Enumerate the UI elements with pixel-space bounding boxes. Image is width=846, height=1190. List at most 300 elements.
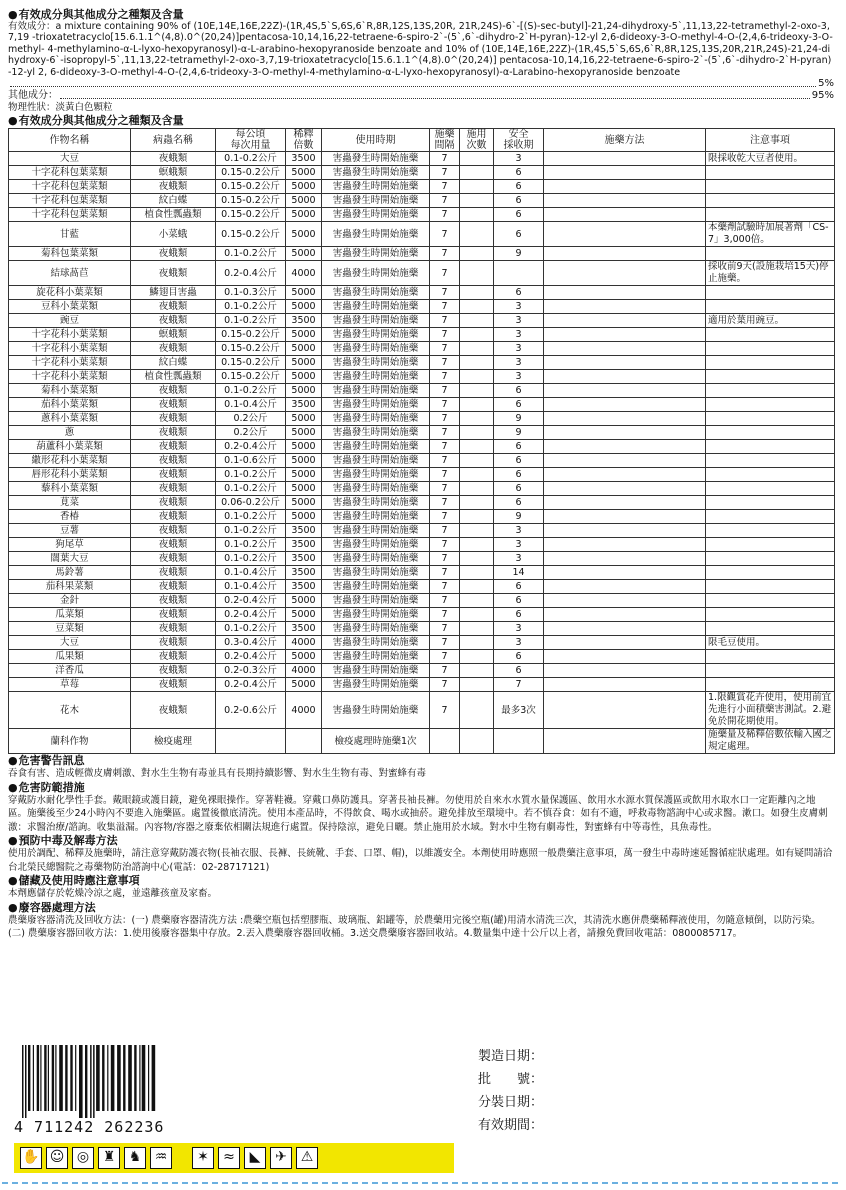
table-row — [9, 412, 835, 426]
table-cell — [460, 510, 494, 524]
table-cell: 害蟲發生時開始施藥 — [322, 222, 430, 247]
section-title: ● 廢容器處理方法 — [8, 901, 834, 914]
table-cell: 7 — [430, 552, 460, 566]
safety-pictograms — [14, 1143, 454, 1173]
table-cell: 0.2-0.3公斤 — [216, 664, 286, 678]
barcode-bar — [70, 1045, 72, 1111]
table-cell — [544, 342, 706, 356]
table-cell: 0.2-0.6公斤 — [216, 692, 286, 729]
table-cell — [460, 222, 494, 247]
table-cell: 7 — [494, 678, 544, 692]
table-cell: 豆薯 — [9, 524, 131, 538]
table-cell — [460, 314, 494, 328]
table-cell: 6 — [494, 166, 544, 180]
barcode-bar — [90, 1045, 92, 1119]
table-cell: 本藥劑試驗時加展著劑「CS-7」3,000倍。 — [706, 222, 835, 247]
usage-table-body — [9, 152, 835, 754]
table-cell — [460, 692, 494, 729]
table-cell: 14 — [494, 566, 544, 580]
table-cell: 害蟲發生時開始施藥 — [322, 566, 430, 580]
table-row — [9, 594, 835, 608]
table-cell — [460, 166, 494, 180]
table-cell: 螟蛾類 — [131, 166, 216, 180]
table-cell: 6 — [494, 664, 544, 678]
table-cell: 6 — [494, 650, 544, 664]
table-cell — [460, 426, 494, 440]
spray-icon: ✶ — [192, 1147, 214, 1169]
table-cell: 9 — [494, 510, 544, 524]
table-cell — [706, 608, 835, 622]
table-cell: 3 — [494, 328, 544, 342]
table-cell — [706, 510, 835, 524]
table-cell — [460, 538, 494, 552]
barcode-number: 4 711242 262236 — [14, 1118, 182, 1136]
table-cell: 0.1-0.2公斤 — [216, 468, 286, 482]
table-cell: 夜蛾類 — [131, 454, 216, 468]
table-cell — [544, 314, 706, 328]
table-cell: 0.3-0.4公斤 — [216, 636, 286, 650]
barcode-bar — [85, 1045, 87, 1119]
table-row — [9, 524, 835, 538]
table-cell: 適用於葉用豌豆。 — [706, 314, 835, 328]
table-cell: 害蟲發生時開始施藥 — [322, 664, 430, 678]
usage-title: ● 有效成分與其他成分之種類及含量 — [8, 114, 834, 127]
table-cell — [706, 664, 835, 678]
table-cell: 十字花科小葉菜類 — [9, 356, 131, 370]
mfg-date: 製造日期： — [478, 1049, 544, 1064]
table-row — [9, 692, 835, 729]
table-cell: 害蟲發生時開始施藥 — [322, 510, 430, 524]
active-pct-line — [8, 78, 834, 90]
section-text: 吞食有害、造成輕微皮膚刺激、對水生生物有毒並具有長期持續影響、對水生生物有毒、對蜜蜂有毒 — [8, 768, 427, 780]
table-cell: 十字花科小葉菜類 — [9, 342, 131, 356]
table-cell: 5000 — [286, 482, 322, 496]
table-cell: 3 — [494, 524, 544, 538]
table-cell: 害蟲發生時開始施藥 — [322, 482, 430, 496]
table-cell: 7 — [430, 180, 460, 194]
table-cell: 6 — [494, 384, 544, 398]
table-cell — [544, 622, 706, 636]
table-cell: 害蟲發生時開始施藥 — [322, 496, 430, 510]
table-cell — [544, 166, 706, 180]
active-pct: 5% — [818, 78, 834, 90]
table-row — [9, 510, 835, 524]
table-cell — [706, 594, 835, 608]
table-cell: 夜蛾類 — [131, 496, 216, 510]
table-cell — [706, 440, 835, 454]
table-cell: 6 — [494, 194, 544, 208]
table-cell: 0.1-0.2公斤 — [216, 538, 286, 552]
table-cell — [706, 328, 835, 342]
table-cell — [544, 398, 706, 412]
table-cell — [706, 166, 835, 180]
table-cell: 5000 — [286, 412, 322, 426]
table-cell: 夜蛾類 — [131, 261, 216, 286]
table-cell: 夜蛾類 — [131, 566, 216, 580]
table-cell: 狗尾草 — [9, 538, 131, 552]
table-cell — [460, 440, 494, 454]
table-cell — [544, 261, 706, 286]
table-cell — [706, 496, 835, 510]
table-cell: 檢疫處理 — [131, 729, 216, 754]
barcode-bar — [117, 1045, 121, 1111]
table-cell — [706, 566, 835, 580]
table-cell: 大豆 — [9, 152, 131, 166]
table-row — [9, 496, 835, 510]
table-cell: 0.1-0.4公斤 — [216, 398, 286, 412]
table-row — [9, 622, 835, 636]
table-cell: 0.2公斤 — [216, 412, 286, 426]
barcode — [14, 1045, 182, 1137]
table-cell — [706, 650, 835, 664]
table-cell: 5000 — [286, 286, 322, 300]
table-cell — [460, 524, 494, 538]
table-cell — [544, 510, 706, 524]
table-cell — [706, 580, 835, 594]
barcode-bar — [44, 1045, 46, 1111]
table-cell: 0.06-0.2公斤 — [216, 496, 286, 510]
header-cell: 病蟲名稱 — [131, 129, 216, 152]
table-cell: 夜蛾類 — [131, 608, 216, 622]
usage-table — [8, 128, 835, 754]
table-cell — [544, 286, 706, 300]
table-cell: 0.1-0.3公斤 — [216, 286, 286, 300]
table-cell: 夜蛾類 — [131, 300, 216, 314]
table-cell: 4000 — [286, 664, 322, 678]
table-cell — [460, 608, 494, 622]
table-cell: 害蟲發生時開始施藥 — [322, 552, 430, 566]
table-cell: 夜蛾類 — [131, 636, 216, 650]
table-cell: 夜蛾類 — [131, 552, 216, 566]
table-cell: 5000 — [286, 440, 322, 454]
table-cell: 0.1-0.6公斤 — [216, 454, 286, 468]
table-cell: 害蟲發生時開始施藥 — [322, 622, 430, 636]
table-cell: 6 — [494, 222, 544, 247]
section-text: 穿戴防水耐化學性手套。戴眼鏡或護目鏡，避免裸眼操作。穿著鞋襪。穿戴口鼻防護具。穿著長袖長褲。勿使用於自來水水質水量保護區、飲用水水源水質保護區或飲用水取水口一定距離內之地區。施藥後至少24小時內不要進入施藥區。處置後徹底清洗。使用本產品時，不得飲食、喝水或抽菸。避免排放至環境中。若不慎吞食：如有不適，呼救毒物諮詢中心或求醫。漱口。如發生皮膚刺激：求醫治療/諮詢。收集溢漏。內容物/容器之廢棄依相關法規進行處置。保持陰涼，避免日曬。禁止施用於水域。對水中生物有劇毒性，對蜜蜂有中等毒性，具魚毒性。 — [8, 794, 828, 833]
table-cell: 9 — [494, 412, 544, 426]
table-cell: 6 — [494, 286, 544, 300]
table-cell: 0.2-0.4公斤 — [216, 261, 286, 286]
table-cell: 0.15-0.2公斤 — [216, 342, 286, 356]
table-cell: 7 — [430, 328, 460, 342]
table-cell: 害蟲發生時開始施藥 — [322, 412, 430, 426]
table-cell — [544, 608, 706, 622]
table-cell: 7 — [430, 300, 460, 314]
table-cell: 5000 — [286, 208, 322, 222]
table-cell — [544, 692, 706, 729]
table-cell: 3500 — [286, 398, 322, 412]
table-cell: 草莓 — [9, 678, 131, 692]
table-cell — [544, 468, 706, 482]
table-row — [9, 608, 835, 622]
table-cell: 7 — [430, 440, 460, 454]
table-cell — [706, 622, 835, 636]
table-row — [9, 222, 835, 247]
table-cell: 旋花科小葉菜類 — [9, 286, 131, 300]
table-cell: 限採收乾大豆者使用。 — [706, 152, 835, 166]
table-cell — [544, 152, 706, 166]
table-cell: 5000 — [286, 328, 322, 342]
table-cell: 9 — [494, 247, 544, 261]
table-cell: 7 — [430, 384, 460, 398]
table-cell — [706, 356, 835, 370]
table-cell — [544, 194, 706, 208]
table-cell — [494, 729, 544, 754]
table-cell: 結球萵苣 — [9, 261, 131, 286]
pack-date: 分裝日期： — [478, 1095, 544, 1110]
table-cell: 施藥量及稀釋倍數依輸入國之規定處理。 — [706, 729, 835, 754]
table-row — [9, 261, 835, 286]
table-cell — [544, 678, 706, 692]
table-cell — [460, 300, 494, 314]
table-row — [9, 468, 835, 482]
table-cell: 害蟲發生時開始施藥 — [322, 594, 430, 608]
section-title: ● 危害防範措施 — [8, 781, 834, 794]
table-cell: 6 — [494, 594, 544, 608]
table-cell: 夜蛾類 — [131, 247, 216, 261]
glove-icon: ✋ — [20, 1147, 42, 1169]
table-cell — [706, 194, 835, 208]
table-cell: 害蟲發生時開始施藥 — [322, 261, 430, 286]
table-cell — [544, 729, 706, 754]
table-cell: 鱗翅目害蟲 — [131, 286, 216, 300]
table-cell: 唇形花科小葉菜類 — [9, 468, 131, 482]
table-cell: 夜蛾類 — [131, 440, 216, 454]
table-cell: 3 — [494, 152, 544, 166]
table-cell: 十字花科小葉菜類 — [9, 370, 131, 384]
active-ingredient — [8, 21, 834, 78]
table-cell: 3 — [494, 636, 544, 650]
barcode-bar — [107, 1045, 108, 1111]
table-cell — [706, 398, 835, 412]
table-cell — [544, 222, 706, 247]
table-cell: 0.1-0.2公斤 — [216, 300, 286, 314]
table-cell — [544, 552, 706, 566]
barcode-bar — [128, 1045, 132, 1111]
table-cell — [706, 370, 835, 384]
table-cell: 紋白蝶 — [131, 356, 216, 370]
table-row — [9, 398, 835, 412]
barcode-bar — [148, 1045, 149, 1111]
table-cell: 7 — [430, 580, 460, 594]
table-cell — [544, 208, 706, 222]
table-cell — [460, 194, 494, 208]
table-cell: 7 — [430, 426, 460, 440]
table-cell — [706, 524, 835, 538]
table-cell: 大豆 — [9, 636, 131, 650]
barcode-bar — [123, 1045, 125, 1111]
table-cell: 7 — [430, 412, 460, 426]
table-cell: 7 — [430, 468, 460, 482]
table-cell: 害蟲發生時開始施藥 — [322, 636, 430, 650]
table-cell: 0.1-0.2公斤 — [216, 524, 286, 538]
table-cell: 豌豆 — [9, 314, 131, 328]
table-cell — [460, 552, 494, 566]
section-text: 使用於調配、稀釋及施藥時，請注意穿戴防護衣物(長袖衣服、長褲、長統靴、手套、口罩、帽)，以維護安全。本劑使用時應照一般農藥注意事項，萬一發生中毒時速延醫循症狀處理。如有疑問請洽台北榮民總醫院之毒藥物防治諮詢中心(電話：02-28717121) — [8, 848, 833, 873]
header-cell: 每公頃 每次用量 — [216, 129, 286, 152]
table-row — [9, 314, 835, 328]
table-row — [9, 678, 835, 692]
table-cell: 4000 — [286, 692, 322, 729]
table-cell: 5000 — [286, 650, 322, 664]
table-cell: 害蟲發生時開始施藥 — [322, 300, 430, 314]
table-cell: 蔥 — [9, 426, 131, 440]
table-cell — [216, 729, 286, 754]
table-cell — [544, 328, 706, 342]
table-cell: 0.2-0.4公斤 — [216, 440, 286, 454]
table-cell: 7 — [430, 166, 460, 180]
table-cell: 害蟲發生時開始施藥 — [322, 356, 430, 370]
table-cell: 十字花科小葉菜類 — [9, 328, 131, 342]
table-cell: 7 — [430, 496, 460, 510]
table-cell — [460, 356, 494, 370]
cut-line — [0, 1182, 838, 1184]
barcode-bar — [59, 1045, 63, 1111]
hazard-fish-icon: ◣ — [244, 1147, 266, 1169]
barcode-bar — [139, 1045, 140, 1111]
table-cell — [706, 468, 835, 482]
table-cell: 十字花科包葉菜類 — [9, 180, 131, 194]
table-cell: 害蟲發生時開始施藥 — [322, 524, 430, 538]
table-cell: 6 — [494, 454, 544, 468]
table-cell: 7 — [430, 566, 460, 580]
table-cell: 5000 — [286, 468, 322, 482]
table-row — [9, 194, 835, 208]
table-cell: 害蟲發生時開始施藥 — [322, 426, 430, 440]
table-cell: 害蟲發生時開始施藥 — [322, 398, 430, 412]
table-cell: 檢疫處理時施藥1次 — [322, 729, 430, 754]
table-cell: 7 — [430, 482, 460, 496]
table-cell: 6 — [494, 496, 544, 510]
table-cell: 0.1-0.4公斤 — [216, 580, 286, 594]
table-cell: 0.2-0.4公斤 — [216, 608, 286, 622]
table-cell: 3 — [494, 356, 544, 370]
barcode-bar — [52, 1045, 54, 1111]
table-cell: 夜蛾類 — [131, 398, 216, 412]
table-cell: 害蟲發生時開始施藥 — [322, 538, 430, 552]
table-cell: 0.1-0.2公斤 — [216, 622, 286, 636]
hazard-bird-icon: ✈ — [270, 1147, 292, 1169]
table-cell: 0.1-0.2公斤 — [216, 314, 286, 328]
table-cell: 3500 — [286, 566, 322, 580]
table-cell: 0.15-0.2公斤 — [216, 356, 286, 370]
table-cell: 0.1-0.2公斤 — [216, 247, 286, 261]
table-cell: 7 — [430, 650, 460, 664]
table-cell: 0.2-0.4公斤 — [216, 594, 286, 608]
table-cell: 0.1-0.4公斤 — [216, 566, 286, 580]
table-cell: 害蟲發生時開始施藥 — [322, 247, 430, 261]
table-cell — [544, 538, 706, 552]
table-cell: 限毛豆使用。 — [706, 636, 835, 650]
barcode-bar — [22, 1045, 24, 1119]
table-cell — [544, 664, 706, 678]
table-cell: 十字花科包葉菜類 — [9, 208, 131, 222]
table-cell — [706, 286, 835, 300]
table-cell: 7 — [430, 261, 460, 286]
table-cell: 夜蛾類 — [131, 152, 216, 166]
table-cell: 夜蛾類 — [131, 412, 216, 426]
hazard-water-icon: ≈ — [218, 1147, 240, 1169]
date-fields — [478, 1045, 543, 1137]
table-cell: 7 — [430, 608, 460, 622]
table-cell: 夜蛾類 — [131, 524, 216, 538]
barcode-bar — [134, 1045, 136, 1111]
table-cell — [544, 440, 706, 454]
table-cell — [430, 729, 460, 754]
table-cell: 7 — [430, 538, 460, 552]
barcode-bar — [48, 1045, 49, 1111]
table-cell: 夜蛾類 — [131, 342, 216, 356]
section-text: 農藥廢容器清洗及回收方法：(一) 農藥廢容器清洗方法 :農藥空瓶包括塑膠瓶、玻璃瓶、鋁罐等，於農藥用完後空瓶(罐)用清水清洗三次，其清洗水應併農藥稀釋液使用，勿隨意傾倒，以防污染。(二) 農藥廢容器回收方法：1.使用後廢容器集中存放。2.丟入農藥廢容器回收桶。3.送交農藥廢容器回收站。4.數量集中達十公斤以上者，請撥免費回收電話：0800085717。 — [8, 914, 821, 940]
table-cell — [460, 454, 494, 468]
table-cell — [706, 342, 835, 356]
table-cell: 5000 — [286, 342, 322, 356]
table-cell: 3 — [494, 314, 544, 328]
table-cell: 4000 — [286, 636, 322, 650]
table-cell — [460, 468, 494, 482]
table-cell — [544, 370, 706, 384]
table-cell: 5000 — [286, 426, 322, 440]
table-row — [9, 552, 835, 566]
label-page — [8, 8, 834, 941]
table-cell — [706, 552, 835, 566]
table-cell: 夜蛾類 — [131, 594, 216, 608]
table-cell — [494, 261, 544, 286]
table-cell: 5000 — [286, 222, 322, 247]
table-cell: 害蟲發生時開始施藥 — [322, 314, 430, 328]
table-row — [9, 328, 835, 342]
table-cell: 洋香瓜 — [9, 664, 131, 678]
table-cell: 3500 — [286, 314, 322, 328]
table-cell — [544, 426, 706, 440]
table-cell: 7 — [430, 208, 460, 222]
table-cell: 5000 — [286, 678, 322, 692]
table-cell: 5000 — [286, 247, 322, 261]
table-cell — [460, 482, 494, 496]
table-cell: 0.1-0.2公斤 — [216, 482, 286, 496]
boots-icon: ♞ — [124, 1147, 146, 1169]
table-row — [9, 356, 835, 370]
table-cell: 0.15-0.2公斤 — [216, 194, 286, 208]
table-cell: 夜蛾類 — [131, 384, 216, 398]
barcode-bar — [93, 1045, 95, 1119]
table-cell: 7 — [430, 222, 460, 247]
table-cell: 紋白蝶 — [131, 194, 216, 208]
table-row — [9, 729, 835, 754]
table-row — [9, 650, 835, 664]
barcode-bar — [55, 1045, 56, 1111]
table-cell: 0.15-0.2公斤 — [216, 208, 286, 222]
section-text: 本劑應儲存於乾燥冷涼之處，並遠離孩童及家畜。 — [8, 888, 218, 900]
table-cell: 夜蛾類 — [131, 468, 216, 482]
table-cell: 害蟲發生時開始施藥 — [322, 608, 430, 622]
table-cell — [286, 729, 322, 754]
table-cell — [460, 580, 494, 594]
table-cell — [460, 622, 494, 636]
table-cell: 香椿 — [9, 510, 131, 524]
table-cell: 夜蛾類 — [131, 426, 216, 440]
table-cell: 7 — [430, 524, 460, 538]
active-text: a mixture containing 90% of (10E,14E,16E,22Z)-(1R,4S,5`S,6S,6`R,8R,12S,13S,20R, 21R,24S)-6`-[(S)-sec-butyl]-21,24-dihydroxy-5`,11,13,22-tetramethyl-2-oxo-3,7,19 -trioxatetracyclo[15.6.1.1^(4,8).0^(20,24)]pentacosa-10,14,16,22-tetraene-6-spiro-2`-(5`,6`-dihydro-2`H-pyran)-12-yl 2,6-dideoxy-3-O-methyl-4-O-(2,4,6-trideoxy-3-O-methyl- 4-methylamino-α-L-lyxo-hexopyranosyl)-α-L-arabino-hexopyranoside benzoate and 10% of (10E,14E,16E,22Z)-(1R,4S,5`S,6S,6`R,8R,12S,13S,20R,21R,24S)-21,24-dihydroxy-6`-isopropyl-5`,11,13,22-tetramethyl-2-oxo-3,7,19-trioxatetracyclo[15.6.1.1^(4,8).0^(20,24)] pentacosa-10,14,16,22-tetraene-6-spiro-2`-(5`,6`-dihydro-2`H-pyran)-12-yl 2, 6-dideoxy-3-O-methyl-4-O-(2,4,6-trideoxy-3-O-methyl-4-methylamino-α-L-lyxo-hexopyranosyl)-α-Larabino-hexopyranoside benzoate — [8, 21, 833, 78]
expiry-date: 有效期間： — [478, 1118, 544, 1133]
table-cell: 夜蛾類 — [131, 538, 216, 552]
table-cell: 瓜果類 — [9, 650, 131, 664]
active-label: 有效成分： — [8, 21, 56, 32]
table-row — [9, 370, 835, 384]
table-cell — [460, 650, 494, 664]
header-cell: 施藥 間隔 — [430, 129, 460, 152]
table-cell: 3 — [494, 342, 544, 356]
